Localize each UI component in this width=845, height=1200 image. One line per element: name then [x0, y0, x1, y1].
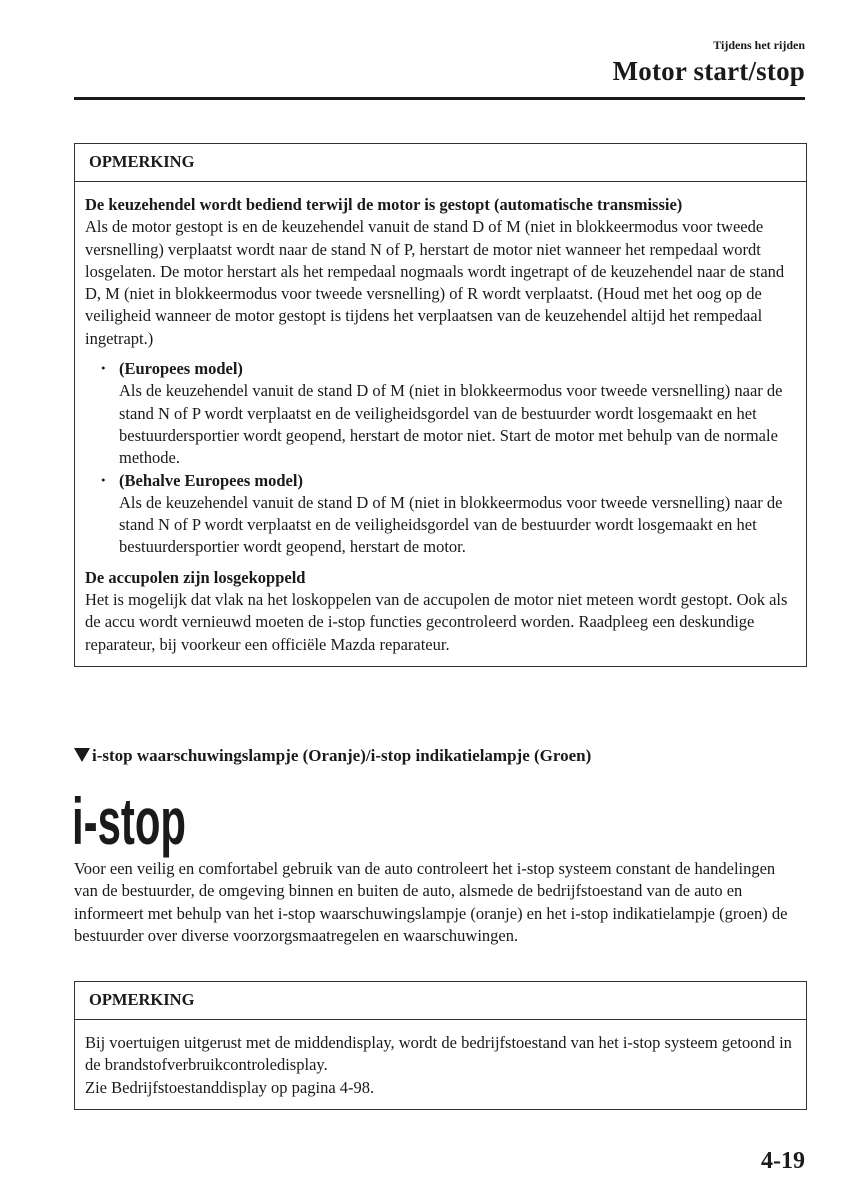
triangle-marker-icon: [74, 748, 90, 762]
bullet-text: Als de keuzehendel vanuit de stand D of M (niet in blokkeermodus voor tweede versnelling) naar de stand N of P wordt verplaatst en de veiligheidsgordel van de bestuurder wordt losgemaakt en het bestuurdersportier wordt geopend, herstart de motor.: [119, 492, 783, 557]
note-body: [75, 182, 806, 666]
i-stop-symbol-text: i-stop: [72, 784, 186, 858]
i-stop-indicator-symbol: [72, 784, 192, 858]
bullet-text: Als de keuzehendel vanuit de stand D of M (niet in blokkeermodus voor tweede versnelling) naar de stand N of P wordt verplaatst en de veiligheidsgordel van de bestuurder wordt losgemaakt en het bestuurdersportier wordt geopend, herstart de motor niet. Start de motor met behulp van de normale methode.: [119, 381, 783, 468]
page-title: Motor start/stop: [612, 56, 805, 86]
note-box-1: [74, 143, 807, 667]
running-header-section: Tijdens het rijden: [713, 38, 805, 52]
note-subtitle: De keuzehendel wordt bediend terwijl de motor is gestopt (automatische transmissie): [85, 195, 683, 214]
note-heading: OPMERKING: [75, 144, 806, 182]
bullet-title: (Behalve Europees model): [119, 470, 303, 490]
note-paragraph: Als de motor gestopt is en de keuzehendel vanuit de stand D of M (niet in blokkeermodus voor tweede versnelling) verplaatst wordt naar de stand N of P, herstart de motor niet wanneer het rempedaal wordt losgelaten. De motor herstart als het rempedaal nogmaals wordt ingetrapt of de keuzehendel naar de stand D, M (niet in blokkeermodus voor tweede versnelling) of R wordt verplaatst. (Houd met het oog op de veiligheid wanneer de motor gestopt is tijdens het verplaatsen van de keuzehendel altijd het rempedaal ingetrapt.): [85, 217, 785, 348]
note-heading: OPMERKING: [75, 982, 806, 1020]
section-heading: [74, 746, 591, 766]
note-paragraph: Het is mogelijk dat vlak na het loskoppelen van de accupolen de motor niet meteen wordt gestopt. Ook als de accu wordt vernieuwd moeten de i-stop functies gecontroleerd worden. Raadpleeg een deskundige reparateur, bij voorkeur een officiële Mazda reparateur.: [85, 590, 788, 654]
section-heading-text: i-stop waarschuwingslampje (Oranje)/i-stop indikatielampje (Groen): [92, 746, 592, 765]
note-paragraph: Bij voertuigen uitgerust met de middendisplay, wordt de bedrijfstoestand van het i-stop systeem getoond in de brandstofverbruikcontroledisplay.: [85, 1033, 792, 1075]
bullet-marker: ・: [95, 470, 112, 490]
bullet-item: [85, 470, 794, 559]
bullet-item: [85, 358, 794, 469]
note-subtitle: De accupolen zijn losgekoppeld: [85, 567, 306, 587]
note-box-2: [74, 981, 807, 1110]
header-rule: [74, 97, 805, 100]
page-number: 4-19: [761, 1148, 805, 1174]
bullet-title: (Europees model): [119, 359, 243, 379]
bullet-marker: ・: [95, 359, 112, 379]
note-cross-reference: Zie Bedrijfstoestanddisplay op pagina 4-98.: [85, 1077, 375, 1097]
note-body: [75, 1020, 806, 1109]
intro-paragraph: Voor een veilig en comfortabel gebruik van de auto controleert het i-stop systeem constant de handelingen van de bestuurder, de omgeving binnen en buiten de auto, alsmede de bedrijfstoestand van de auto en informeert met behulp van het i-stop waarschuwingslampje (oranje) en het i-stop indikatielampje (groen) de bestuurder over diverse voorzorgsmaatregelen en waarschuwingen.: [74, 859, 788, 945]
